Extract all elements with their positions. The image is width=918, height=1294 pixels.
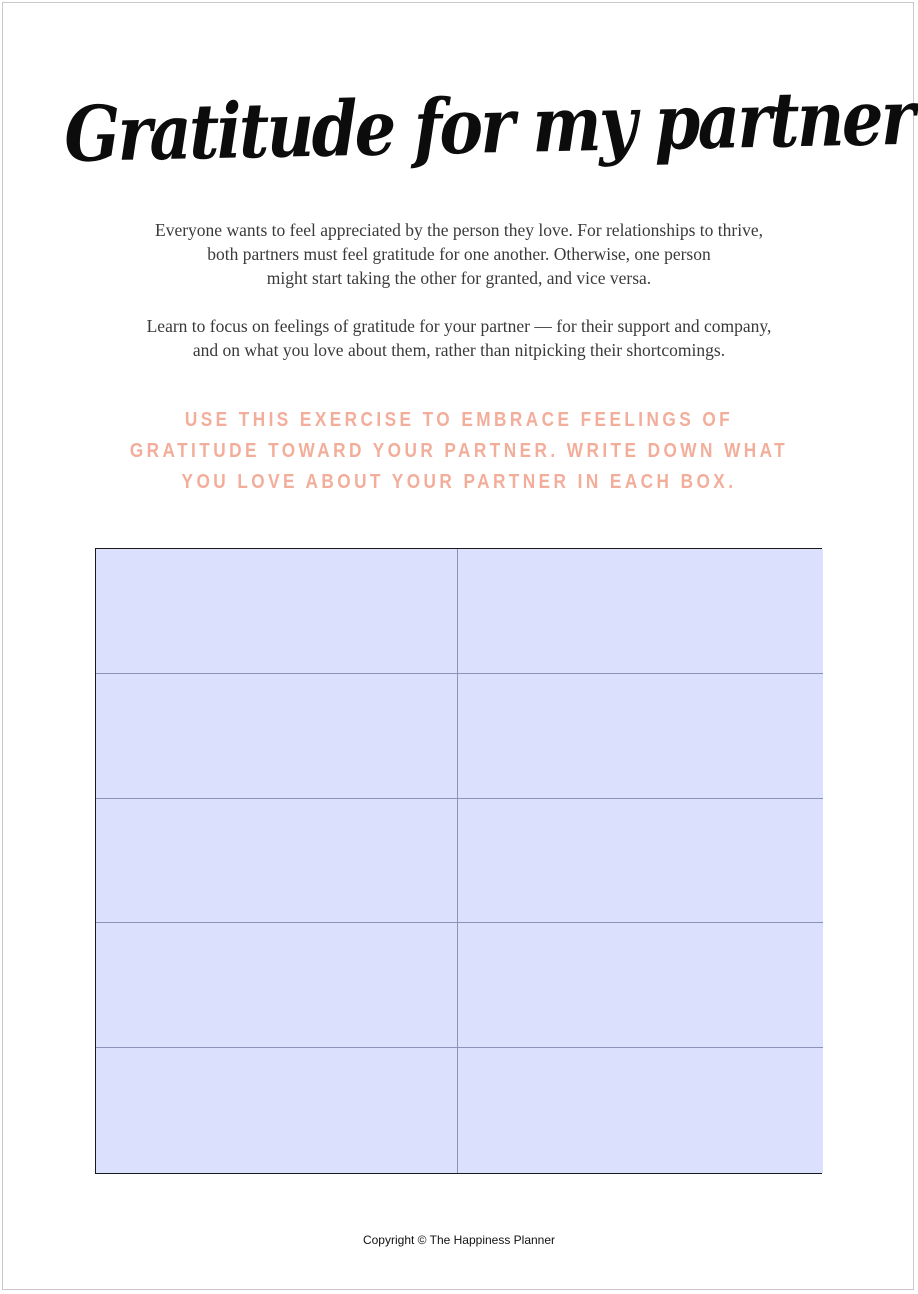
gratitude-box-grid (95, 548, 822, 1174)
gratitude-box-1[interactable] (96, 549, 458, 674)
intro-paragraph-1 (60, 218, 858, 290)
intro-line: Everyone wants to feel appreciated by the person they love. For relationships to thrive, (155, 220, 763, 240)
instruction-line: GRATITUDE TOWARD YOUR PARTNER. WRITE DOWN WHAT (129, 440, 789, 462)
gratitude-box-8[interactable] (458, 923, 823, 1048)
gratitude-box-5[interactable] (96, 799, 458, 924)
intro-line: might start taking the other for granted, and vice versa. (266, 268, 652, 288)
gratitude-box-3[interactable] (96, 674, 458, 799)
intro-line: and on what you love about them, rather than nitpicking their shortcomings. (192, 340, 726, 360)
gratitude-box-9[interactable] (96, 1048, 458, 1173)
page-title: Gratitude for my partner (63, 72, 914, 180)
gratitude-box-7[interactable] (96, 923, 458, 1048)
instruction-line: USE THIS EXERCISE TO EMBRACE FEELINGS OF (184, 409, 734, 431)
intro-text (60, 218, 858, 362)
intro-paragraph-2 (60, 314, 858, 362)
gratitude-box-6[interactable] (458, 799, 823, 924)
gratitude-box-4[interactable] (458, 674, 823, 799)
gratitude-box-10[interactable] (458, 1048, 823, 1173)
copyright-footer: Copyright © The Happiness Planner (362, 1233, 556, 1247)
intro-line: Learn to focus on feelings of gratitude for your partner — for their support and company, (146, 316, 772, 336)
exercise-instructions (64, 405, 853, 498)
intro-line: both partners must feel gratitude for one another. Otherwise, one person (207, 244, 711, 264)
gratitude-box-2[interactable] (458, 549, 823, 674)
instruction-line: YOU LOVE ABOUT YOUR PARTNER IN EACH BOX. (181, 471, 737, 493)
